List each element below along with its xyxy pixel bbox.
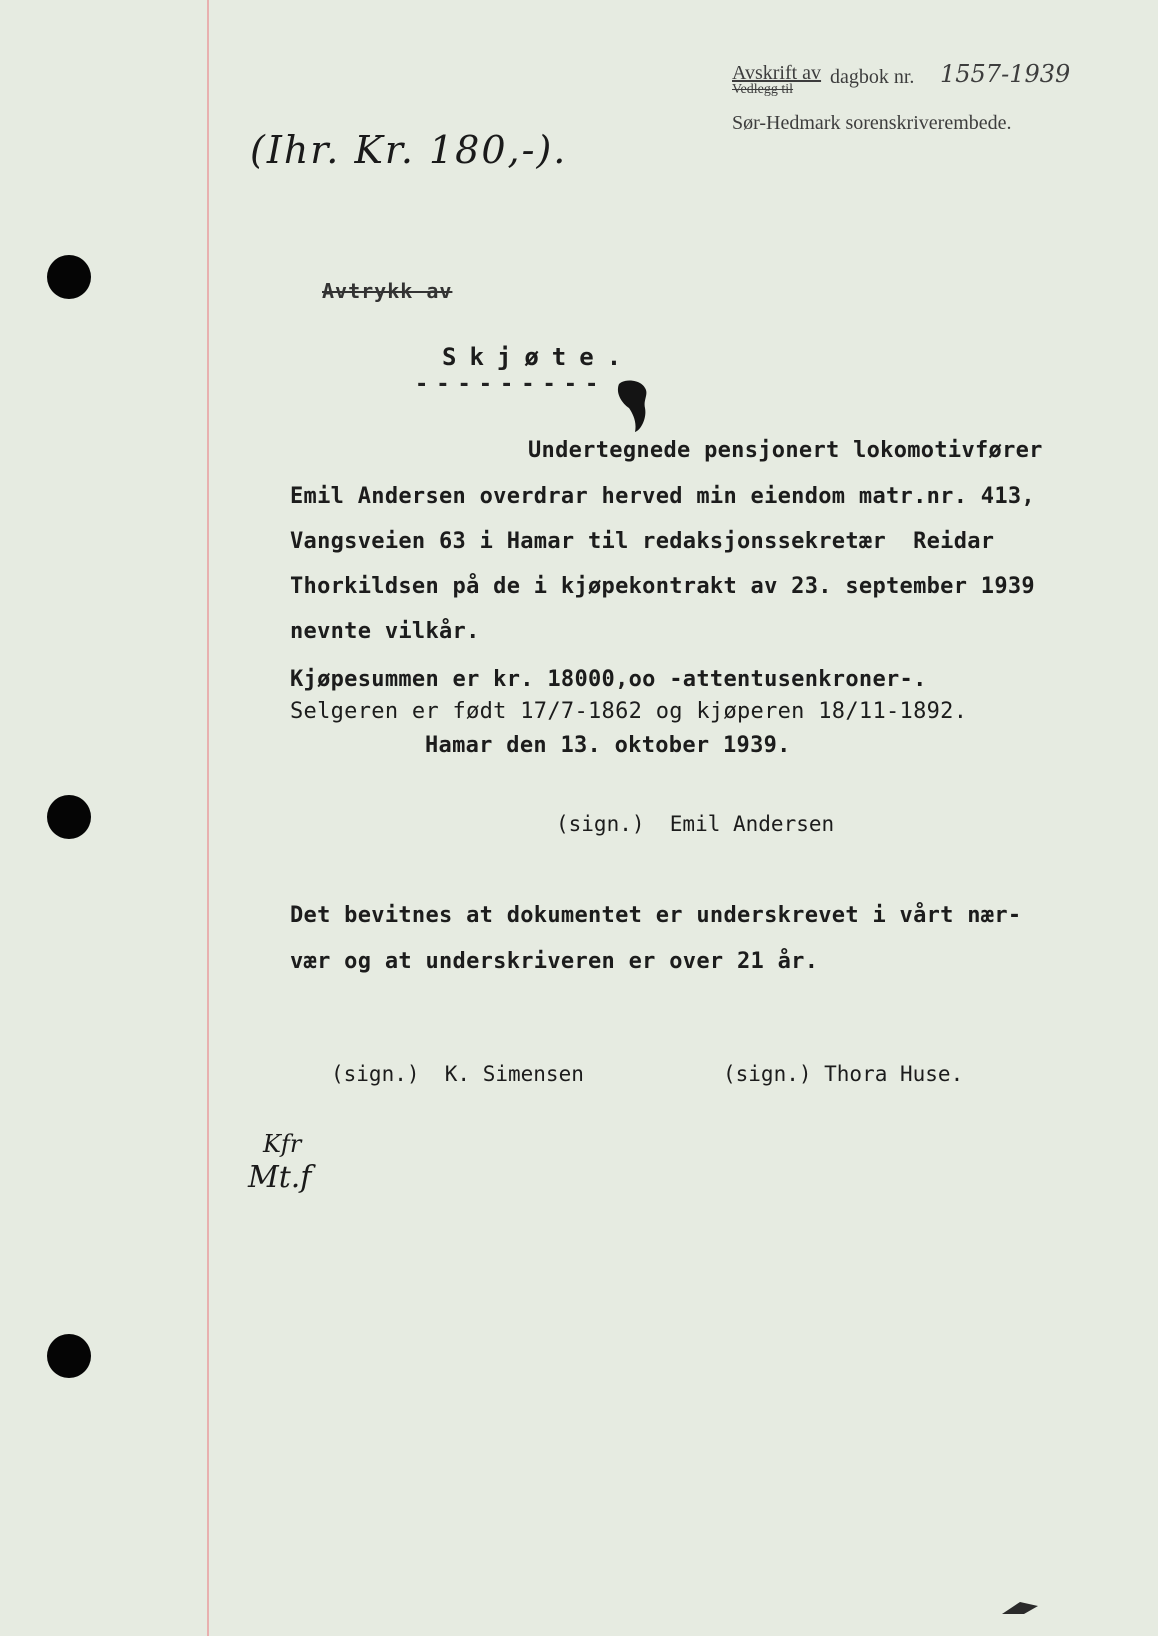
avtrykk-heading: Avtrykk av [322, 279, 453, 303]
place-date-line: Hamar den 13. oktober 1939. [425, 733, 791, 758]
punch-hole-icon [47, 795, 91, 839]
title-underline: --------- [415, 372, 607, 397]
corner-ink-mark-icon [1000, 1598, 1040, 1616]
handwritten-fee-note: (Ihr. Kr. 180,-). [250, 128, 568, 172]
handwritten-initials: Mt.f [248, 1160, 312, 1195]
witness-statement-line: vær og at underskriveren er over 21 år. [290, 949, 819, 974]
body-line: Emil Andersen overdrar herved min eiendom matr.nr. 413, [290, 484, 1035, 509]
body-line: Kjøpesummen er kr. 18000,oo -attentusenkroner-. [290, 667, 927, 692]
body-line: Undertegnede pensjonert lokomotivfører [528, 438, 1043, 463]
witness-signature: (sign.) K. Simensen [331, 1062, 584, 1086]
stamp-avskrift: Avskrift av [732, 62, 822, 84]
body-line: Vangsveien 63 i Hamar til redaksjonssekretær Reidar [290, 529, 995, 554]
seller-signature: (sign.) Emil Andersen [556, 812, 835, 836]
document-title: Skjøte. [442, 343, 635, 371]
ink-blot-icon [615, 378, 655, 434]
body-line: Thorkildsen på de i kjøpekontrakt av 23. september 1939 [290, 574, 1035, 599]
stamp-dagbok-number: 1557-1939 [940, 60, 1071, 88]
body-line: Selgeren er født 17/7-1862 og kjøperen 18/11-1892. [290, 699, 968, 724]
handwritten-initials: Kfr [263, 1130, 302, 1158]
stamp-vedlegg: Vedlegg til [732, 82, 794, 97]
punch-hole-icon [47, 1334, 91, 1378]
stamp-office-name: Sør-Hedmark sorenskriverembede. [732, 112, 1012, 134]
stamp-dagbok-label: dagbok nr. [830, 66, 915, 88]
red-margin-line [207, 0, 209, 1636]
body-line: nevnte vilkår. [290, 619, 480, 644]
witness-signature: (sign.) Thora Huse. [723, 1062, 964, 1086]
witness-statement-line: Det bevitnes at dokumentet er underskrevet i vårt nær- [290, 903, 1022, 928]
punch-hole-icon [47, 255, 91, 299]
registry-stamp [732, 60, 1132, 140]
